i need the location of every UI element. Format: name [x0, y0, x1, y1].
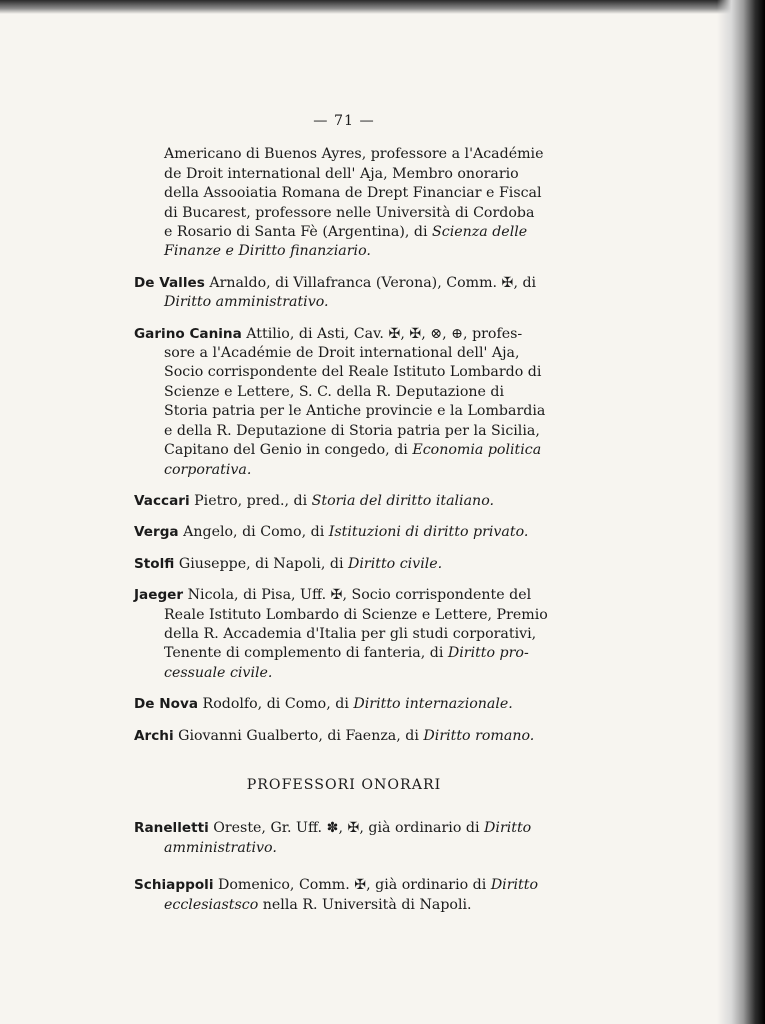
text-segment: e Rosario di Santa Fè (Argentina), di: [164, 224, 428, 241]
faculty-name: Verga: [134, 524, 179, 541]
honorary-entry: [134, 819, 554, 858]
entry-first-line: [134, 819, 554, 838]
faculty-name: Schiappoli: [134, 877, 214, 894]
entry-details: Arnaldo, di Villafranca (Verona), Comm. ✠, di: [204, 274, 537, 291]
subject: corporativa.: [164, 461, 252, 478]
faculty-name: De Valles: [134, 274, 205, 291]
subject: Diritto: [490, 877, 538, 894]
text-segment: Tenente di complemento di fanteria, di: [164, 645, 444, 662]
faculty-name: Jaeger: [134, 587, 184, 604]
faculty-entry: [134, 523, 554, 542]
entry-first-line: [134, 586, 554, 605]
text-line: della Assooiatia Romana de Drept Financiar e Fiscal: [164, 185, 542, 202]
entry-details: Rodolfo, di Como, di: [198, 696, 349, 713]
document-page: [134, 112, 554, 927]
entry-first-line: [134, 492, 554, 511]
text-line: sore a l'Académie de Droit international dell' Aja,: [164, 345, 520, 362]
entry-details: Giovanni Gualberto, di Faenza, di: [173, 727, 419, 744]
entry-details: Pietro, pred., di: [189, 492, 308, 509]
text-line: [134, 223, 554, 242]
subject: Economia politica: [412, 442, 542, 459]
subject: Scienza delle: [432, 224, 528, 241]
text-line: della R. Accademia d'Italia per gli studi corporativi,: [164, 625, 537, 642]
faculty-name: Archi: [134, 727, 174, 744]
honorary-entry: [134, 876, 554, 915]
entry-first-line: [134, 727, 554, 746]
page-number: — 71 —: [313, 113, 375, 129]
entry-details: Giuseppe, di Napoli, di: [174, 555, 344, 572]
entry-first-line: [134, 876, 554, 895]
entry-first-line: [134, 325, 554, 344]
entry-details: Nicola, di Pisa, Uff. ✠, Socio corrispondente del: [183, 587, 532, 604]
subject: Diritto amministrativo.: [164, 294, 329, 311]
text-line: Reale Istituto Lombardo di Scienze e Lettere, Premio: [164, 606, 548, 623]
section-title: PROFESSORI ONORARI: [246, 776, 442, 793]
page-binding-shadow: [717, 0, 765, 1024]
subject: ecclesiastsco: [164, 896, 259, 913]
subject: Istituzioni di diritto privato.: [328, 524, 529, 541]
entry-first-line: [134, 555, 554, 574]
subject: amministrativo.: [164, 839, 277, 856]
faculty-entry: [134, 274, 554, 313]
faculty-name: Vaccari: [134, 492, 190, 509]
entry-details: Angelo, di Como, di: [178, 524, 325, 541]
subject: Diritto civile.: [348, 555, 443, 572]
page-top-edge-shadow: [0, 0, 765, 14]
subject: Diritto internazionale.: [353, 696, 513, 713]
entry-first-line: [134, 695, 554, 714]
subject: Finanze e Diritto finanziario.: [164, 243, 371, 260]
entry-first-line: [134, 274, 554, 293]
faculty-name: Stolfi: [134, 555, 175, 572]
faculty-entry: [134, 727, 554, 746]
entry-details: Domenico, Comm. ✠, già ordinario di: [213, 877, 487, 894]
faculty-entry: [134, 555, 554, 574]
text-segment: Capitano del Genio in congedo, di: [164, 442, 408, 459]
faculty-entry: [134, 492, 554, 511]
text-line: [134, 441, 554, 460]
text-line: [134, 644, 554, 663]
faculty-entry: [134, 695, 554, 714]
text-line: di Bucarest, professore nelle Università di Cordoba: [164, 204, 535, 221]
faculty-entry: [134, 325, 554, 480]
entry-first-line: [134, 523, 554, 542]
faculty-name: Ranelletti: [134, 820, 209, 837]
faculty-name: Garino Canina: [134, 325, 242, 342]
faculty-name: De Nova: [134, 696, 198, 713]
subject: Diritto romano.: [423, 727, 535, 744]
text-segment: nella R. Università di Napoli.: [258, 896, 472, 913]
text-line: de Droit international dell' Aja, Membro onorario: [164, 165, 519, 182]
text-line: Storia patria per le Antiche provincie e la Lombardia: [164, 403, 546, 420]
subject: Diritto pro-: [447, 645, 529, 662]
subject: Diritto: [484, 820, 532, 837]
text-line: Socio corrispondente del Reale Istituto Lombardo di: [164, 364, 542, 381]
text-line: Scienze e Lettere, S. C. della R. Deputazione di: [164, 383, 505, 400]
subject: Storia del diritto italiano.: [311, 492, 494, 509]
entry-details: Attilio, di Asti, Cav. ✠, ✠, ⊗, ⊕, profes-: [241, 325, 523, 342]
text-line: Americano di Buenos Ayres, professore a l'Académie: [164, 146, 544, 163]
entry-details: Oreste, Gr. Uff. ✽, ✠, già ordinario di: [208, 820, 480, 837]
subject: cessuale civile.: [164, 664, 273, 681]
continued-entry: [134, 145, 554, 261]
faculty-entry: [134, 586, 554, 683]
text-line: e della R. Deputazione di Storia patria per la Sicilia,: [164, 422, 540, 439]
text-line: [134, 896, 554, 915]
